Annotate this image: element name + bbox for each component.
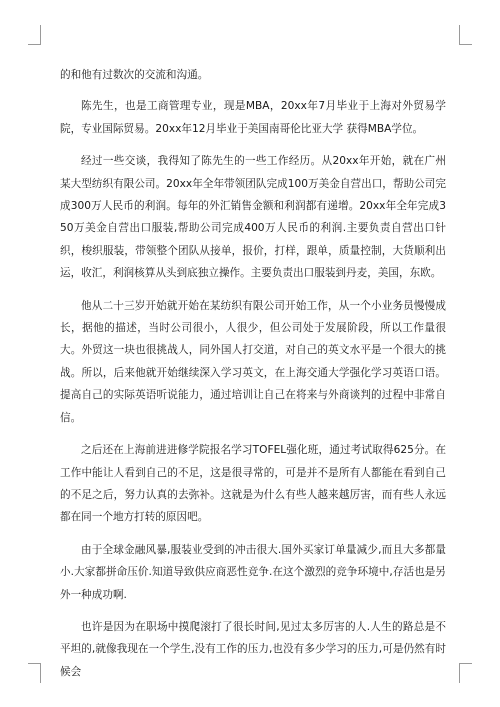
paragraph: 他从二十三岁开始就开始在某纺织有限公司开始工作，从一个小业务员慢慢成长，据他的描述，当时公司很小，人很少，但公司处于发展阶段，所以工作量很大。外贸这一块也很挑战人，同外国人打交道，对自己的英文水平是一个很大的挑战。所以，后来他就开始继续深入学习英文，在上海交通大学强化学习英语口语。提高自己的实际英语听说能力，通过培训让自己在将来与外商谈判的过程中非常自信。 (60, 299, 446, 424)
crop-mark-top-right (459, 25, 460, 45)
crop-mark-top-left (40, 25, 41, 45)
crop-mark-bottom-left (40, 663, 41, 683)
paragraph: 陈先生，也是工商管理专业，现是MBA，20xx年7月毕业于上海对外贸易学院，专业国际贸易。20xx年12月毕业于美国南哥伦比亚大学 获得MBA学位。 (60, 100, 446, 135)
document-body (60, 64, 446, 693)
paragraph: 的和他有过数次的交流和沟通。 (60, 69, 209, 81)
crop-mark-bottom-right (459, 663, 460, 683)
paragraph: 经过一些交谈，我得知了陈先生的一些工作经历。从20xx年开始，就在广州某大型纺织有限公司。20xx年全年带领团队完成100万美金自营出口，帮助公司完成300万人民币的利润。每年的外汇销售金额和利润都有递增。20xx年全年完成350万美金自营出口服装,帮助公司完成400万人民币的利润.主要负责自营出口针织，梭织服装，带领整个团队从接单，报价，打样，跟单，质量控制，大货顺利出运，收汇，利润核算从头到底独立操作。主要负责出口服装到丹麦，美国，东欧。 (60, 155, 446, 280)
crop-mark-top-left (28, 44, 41, 45)
crop-mark-bottom-right (459, 663, 472, 664)
paragraph: 之后还在上海前进进修学院报名学习TOFEL强化班，通过考试取得625分。在工作中能让人看到自己的不足，这是很寻常的，可是并不是所有人都能在看到自己的不足之后，努力认真的去弥补。这就是为什么有些人越来越厉害，而有些人永远都在同一个地方打转的原因吧。 (60, 444, 446, 524)
paragraph: 由于全球金融风暴,服装业受到的冲击很大.国外买家订单量减少,而且大多都量小.大家都拼命压价.知道导致供应商恶性竞争.在这个激烈的竞争环境中,存活也是另外一种成功啊. (60, 543, 446, 601)
crop-mark-top-right (459, 44, 472, 45)
crop-mark-bottom-left (28, 663, 41, 664)
paragraph: 也许是因为在职场中摸爬滚打了很长时间,见过太多厉害的人.人生的路总是不平坦的,就像我现在一个学生,没有工作的压力,也没有多少学习的压力,可是仍然有时候会 (60, 620, 446, 678)
